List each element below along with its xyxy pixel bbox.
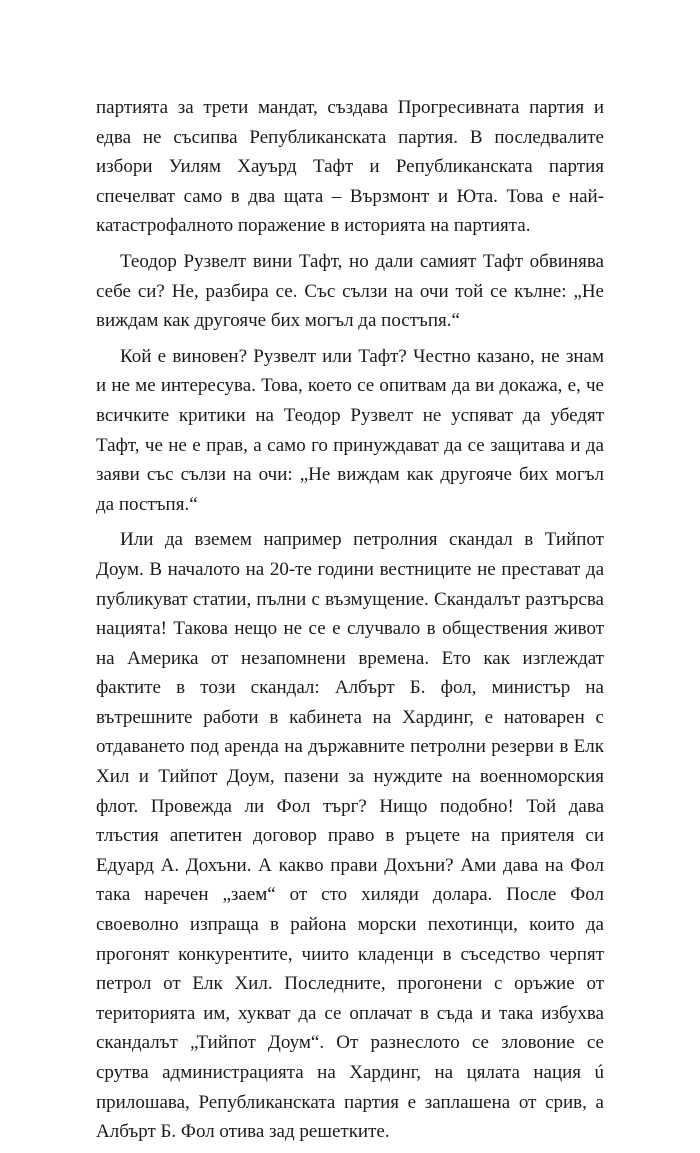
paragraph-who-is-guilty: Кой е виновен? Рузвелт или Тафт? Честно казано, не знам и не ме интересува. Това, което се опитвам да ви докажа, е, че всичките критики на Теодор Рузвелт не успяват да убедят Тафт, че не е прав, а само го принуждават да се защитава и да заяви със сълзи на очи: „Не виждам как другояче бих могъл да постъпя.“ [96,345,604,515]
paragraph-roosevelt-blames-taft: Теодор Рузвелт вини Тафт, но дали самият Тафт обвинява себе си? Не, разбира се. Със сълзи на очи той се кълне: „Не виждам как другояче бих могъл да постъпя.“ [96,250,604,332]
book-page-text [96,93,604,1153]
paragraph-teapot-dome: Или да вземем например петролния скандал в Тийпот Доум. В началото на 20-те години вестниците не престават да публикуват статии, пълни с възмущение. Скандалът разтърсва нацията! Такова нещо не се е случвало в обществения живот на Америка от незапомнени времена. Ето как изглеждат фактите в този скандал: Албърт Б. фол, министър на вътрешните работи в кабинета на Хардинг, е натоварен с отдаването под аренда на държавните петролни резерви в Елк Хил и Тийпот Доум, пазени за нуждите на военноморския флот. Провежда ли Фол търг? Нищо подобно! Той дава тлъстия апетитен договор право в ръцете на приятеля си Едуард А. Дохъни. А какво прави Дохъни? Ами дава на Фол така наречен „заем“ от сто хиляди долара. После Фол своеволно изпраща в района морски пехотинци, които да прогонят конкурентите, чиито кладенци в съседство черпят петрол от Елк Хил. Последните, прогонени с оръжие от територията им, хукват да се оплачат в съда и така избухва скандалът „Тийпот Доум“. От разнеслото се зловоние се срутва администрацията на Хардинг, на цялата нация ú прилошава, Републиканската партия е заплашена от срив, а Албърт Б. Фол отива зад решетките. [96,529,604,1143]
paragraph-continuation: партията за трети мандат, създава Прогресивната партия и едва не съсипва Републиканската партия. В последвалите избори Уилям Хауърд Тафт и Републиканската партия спечелват само в два щата – Вързмонт и Юта. Това е най-катастрофалното поражение в историята на партията. [96,97,604,237]
